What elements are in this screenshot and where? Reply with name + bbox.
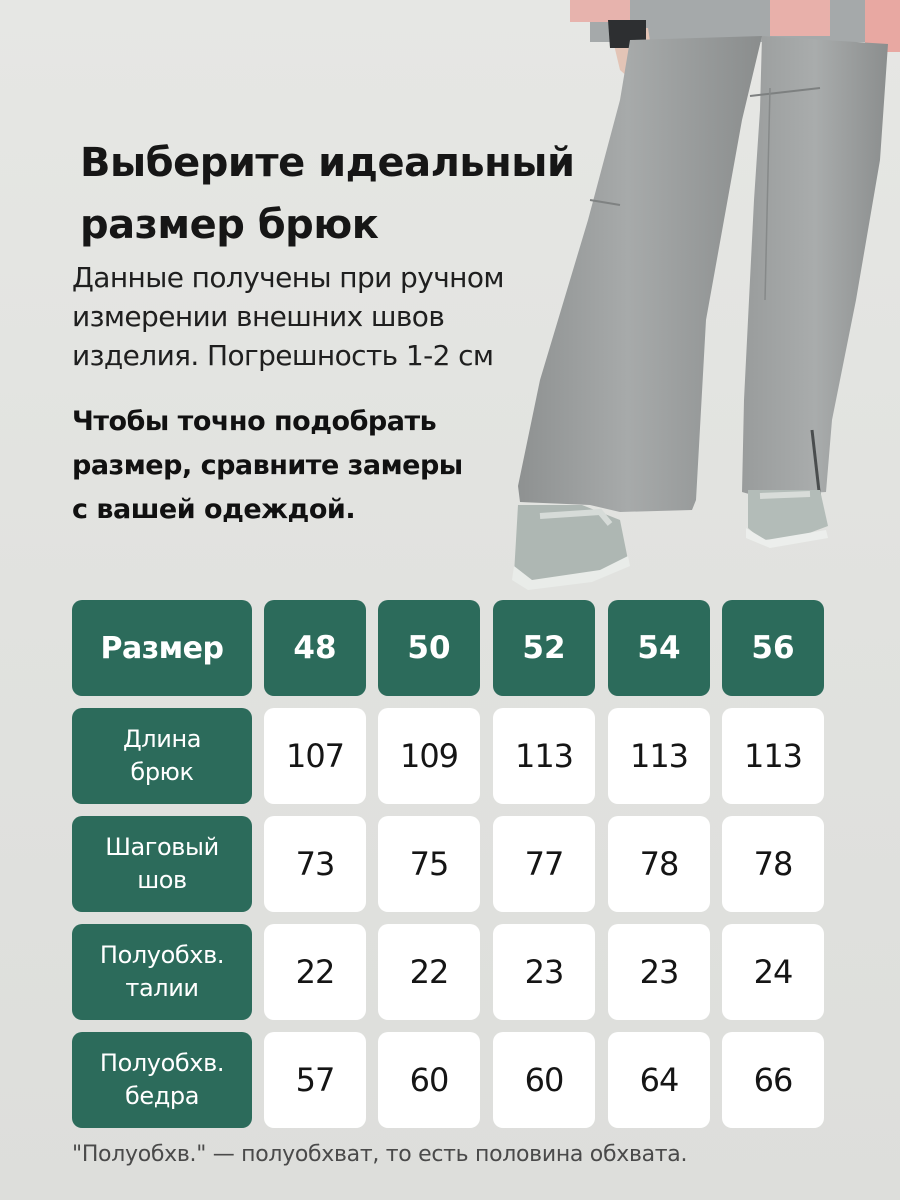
cell-value: 60 bbox=[524, 1061, 564, 1099]
cell-value: 23 bbox=[524, 953, 564, 991]
cell-value: 107 bbox=[285, 737, 345, 775]
size-value: 52 bbox=[522, 630, 566, 666]
cell-value: 109 bbox=[399, 737, 459, 775]
row-label-line: Шаговый bbox=[105, 833, 219, 861]
callout-line-2: размер, сравните замеры bbox=[72, 450, 463, 481]
table-cell bbox=[493, 816, 595, 912]
row-label-line: брюк bbox=[130, 758, 194, 786]
row-label-length bbox=[72, 708, 252, 804]
cell-value: 57 bbox=[295, 1061, 335, 1099]
table-cell bbox=[608, 708, 710, 804]
subtitle-line-2: измерении внешних швов bbox=[72, 300, 445, 333]
cell-value: 77 bbox=[524, 845, 564, 883]
row-label-line: талии bbox=[125, 974, 199, 1002]
table-cell bbox=[493, 924, 595, 1020]
cell-value: 60 bbox=[409, 1061, 449, 1099]
row-label-line: Полуобхв. bbox=[99, 1049, 225, 1077]
cell-value: 24 bbox=[753, 953, 793, 991]
cell-value: 23 bbox=[639, 953, 679, 991]
table-cell bbox=[378, 708, 480, 804]
cell-value: 75 bbox=[409, 845, 449, 883]
table-cell bbox=[608, 816, 710, 912]
size-value: 56 bbox=[751, 630, 795, 666]
compare-callout bbox=[72, 400, 572, 532]
table-cell bbox=[264, 816, 366, 912]
size-value: 54 bbox=[637, 630, 681, 666]
row-label-line: Полуобхв. bbox=[99, 941, 225, 969]
table-cell bbox=[264, 708, 366, 804]
size-56 bbox=[722, 600, 824, 696]
table-cell bbox=[378, 1032, 480, 1128]
title-line-2: размер брюк bbox=[80, 202, 379, 248]
table-cell bbox=[264, 1032, 366, 1128]
row-label-inseam bbox=[72, 816, 252, 912]
callout-line-1: Чтобы точно подобрать bbox=[72, 406, 437, 437]
size-value: 48 bbox=[293, 630, 337, 666]
row-label-line: Длина bbox=[122, 725, 202, 753]
abbreviation-footnote: "Полуобхв." — полуобхват, то есть половина обхвата. bbox=[72, 1142, 688, 1167]
cell-value: 66 bbox=[753, 1061, 793, 1099]
size-50 bbox=[378, 600, 480, 696]
table-cell bbox=[722, 1032, 824, 1128]
table-cell bbox=[722, 708, 824, 804]
cell-value: 64 bbox=[639, 1061, 679, 1099]
table-cell bbox=[378, 924, 480, 1020]
row-label-half-hip bbox=[72, 1032, 252, 1128]
page-title bbox=[80, 132, 600, 256]
table-cell bbox=[378, 816, 480, 912]
table-cell bbox=[493, 1032, 595, 1128]
table-cell bbox=[608, 1032, 710, 1128]
cell-value: 113 bbox=[629, 737, 689, 775]
table-cell bbox=[722, 816, 824, 912]
cell-value: 73 bbox=[295, 845, 335, 883]
cell-value: 22 bbox=[295, 953, 335, 991]
cell-value: 113 bbox=[743, 737, 803, 775]
size-value: 50 bbox=[407, 630, 451, 666]
cell-value: 113 bbox=[514, 737, 574, 775]
title-line-1: Выберите идеальный bbox=[80, 140, 575, 186]
cell-value: 78 bbox=[753, 845, 793, 883]
table-cell bbox=[608, 924, 710, 1020]
callout-line-3: с вашей одеждой. bbox=[72, 494, 356, 525]
table-cell bbox=[722, 924, 824, 1020]
size-header-text: Размер bbox=[100, 630, 224, 666]
cell-value: 78 bbox=[639, 845, 679, 883]
size-54 bbox=[608, 600, 710, 696]
size-48 bbox=[264, 600, 366, 696]
row-label-line: шов bbox=[137, 866, 187, 894]
size-header-label bbox=[72, 600, 252, 696]
table-cell bbox=[493, 708, 595, 804]
row-label-half-waist bbox=[72, 924, 252, 1020]
row-label-line: бедра bbox=[124, 1082, 200, 1110]
measurement-note bbox=[72, 258, 592, 375]
subtitle-line-1: Данные получены при ручном bbox=[72, 261, 504, 294]
table-cell bbox=[264, 924, 366, 1020]
cell-value: 22 bbox=[409, 953, 449, 991]
subtitle-line-3: изделия. Погрешность 1-2 см bbox=[72, 339, 494, 372]
size-52 bbox=[493, 600, 595, 696]
